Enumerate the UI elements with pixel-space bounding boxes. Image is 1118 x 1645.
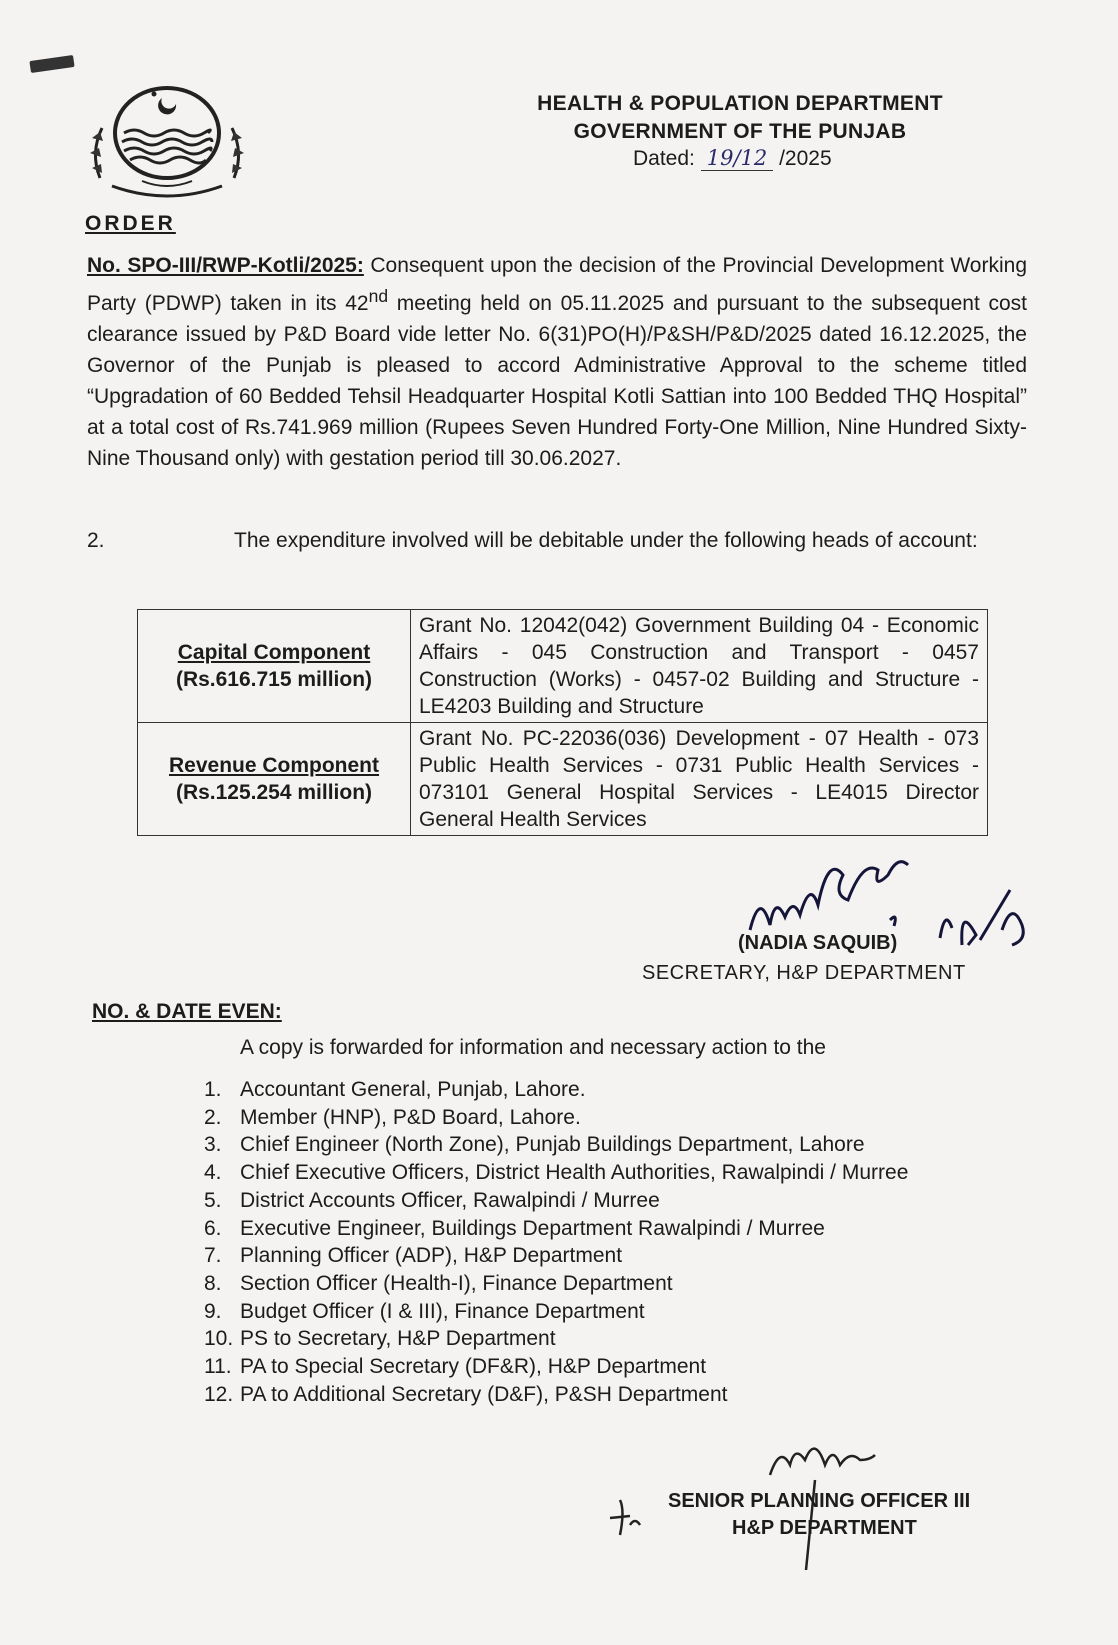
item-number: 3.: [204, 1133, 222, 1157]
item-text: Accountant General, Punjab, Lahore.: [240, 1078, 586, 1101]
item-text: District Accounts Officer, Rawalpindi / Murree: [240, 1188, 660, 1212]
table-row: [138, 610, 988, 723]
reference-number: No. SPO-III/RWP-Kotli/2025:: [87, 254, 364, 277]
item-number: 12.: [204, 1382, 234, 1406]
list-item: [204, 1325, 908, 1353]
signatory-title: SECRETARY, H&P DEPARTMENT: [642, 962, 966, 984]
list-item: [204, 1298, 908, 1326]
item-number: 1.: [204, 1078, 222, 1101]
dated-line: [633, 146, 832, 171]
list-item: [204, 1076, 908, 1104]
list-item: [204, 1159, 908, 1187]
para2-number: 2.: [87, 529, 105, 552]
list-item: [204, 1131, 908, 1159]
item-number: 9.: [204, 1299, 222, 1323]
item-number: 5.: [204, 1188, 222, 1212]
no-date-even-heading: NO. & DATE EVEN:: [92, 1000, 282, 1023]
para1-text-b: meeting held on 05.11.2025 and pursuant to the subsequent cost clearance issued by P&D Board vide letter No. 6(31)PO(H)/P&SH/P&D/2025 dated 16.12.2025, the Governor of the Punjab is pleased to accord Administrative Approval to the scheme titled “Upgradation of 60 Bedded Tehsil Headquarter Hospital Kotli Sattian into 100 Bedded THQ Hospital” at a total cost of Rs.741.969 million (Rupees Seven Hundred Forty-One Million, Nine Hundred Sixty-Nine Thousand only) with gestation period till 30.06.2027.: [87, 292, 1028, 470]
recipient-list: [204, 1076, 908, 1408]
list-item: [204, 1215, 908, 1243]
item-text: Budget Officer (I & III), Finance Department: [240, 1299, 645, 1323]
officer-department: H&P DEPARTMENT: [732, 1517, 917, 1539]
letterhead: [480, 90, 1000, 146]
item-number: 4.: [204, 1161, 222, 1185]
list-item: [204, 1187, 908, 1215]
item-number: 10.: [204, 1327, 234, 1351]
item-text: PA to Additional Secretary (D&F), P&SH Department: [240, 1382, 728, 1406]
para2-text: The expenditure involved will be debitable under the following heads of account:: [234, 529, 978, 552]
list-item: [204, 1104, 908, 1132]
list-item: [204, 1353, 908, 1381]
forward-intro: A copy is forwarded for information and necessary action to the: [240, 1036, 826, 1059]
component-name: Revenue Component: [168, 754, 380, 777]
government-name: GOVERNMENT OF THE PUNJAB: [573, 120, 907, 143]
staple-mark: [29, 55, 74, 73]
item-number: 2.: [204, 1105, 222, 1129]
list-item: [204, 1270, 908, 1298]
head-detail: Grant No. PC-22036(036) Development - 07 Health - 073 Public Health Services - 0731 Public Health Services - 073101 General Hospital Services - LE4015 Director General Health Services: [411, 723, 988, 836]
item-text: Member (HNP), P&D Board, Lahore.: [240, 1105, 581, 1129]
table-row: [138, 723, 988, 836]
item-number: 7.: [204, 1244, 222, 1268]
component-cell: [138, 723, 411, 836]
punjab-emblem-logo: [82, 78, 252, 206]
component-amount: (Rs.125.254 million): [175, 781, 373, 804]
component-name: Capital Component: [177, 641, 371, 664]
para1-text-a: Consequent upon the decision of the Provincial Development Working Party (PDWP) taken in its 42: [87, 254, 1027, 315]
item-number: 8.: [204, 1271, 222, 1295]
head-detail: Grant No. 12042(042) Government Building 04 - Economic Affairs - 045 Construction and Transport - 0457 Construction (Works) - 0457-02 Building and Structure - LE4203 Building and Structure: [411, 610, 988, 723]
item-text: PS to Secretary, H&P Department: [240, 1327, 556, 1351]
list-item: [204, 1381, 908, 1409]
item-text: PA to Special Secretary (DF&R), H&P Department: [240, 1355, 707, 1379]
dated-year: /2025: [779, 147, 832, 170]
component-cell: [138, 610, 411, 723]
dated-label: Dated:: [633, 147, 695, 170]
list-item: [204, 1242, 908, 1270]
item-number: 11.: [204, 1355, 232, 1379]
item-text: Chief Executive Officers, District Health Authorities, Rawalpindi / Murree: [240, 1161, 909, 1185]
item-text: Executive Engineer, Buildings Department Rawalpindi / Murree: [240, 1216, 825, 1240]
department-name: HEALTH & POPULATION DEPARTMENT: [537, 92, 943, 115]
item-number: 6.: [204, 1216, 222, 1240]
order-title: ORDER: [85, 212, 176, 235]
order-paragraph-1: [87, 250, 1027, 474]
item-text: Section Officer (Health-I), Finance Department: [240, 1271, 673, 1295]
signatory-name: (NADIA SAQUIB): [738, 932, 898, 954]
para1-superscript: nd: [368, 286, 389, 306]
order-paragraph-2: [87, 525, 1027, 556]
item-text: Planning Officer (ADP), H&P Department: [240, 1244, 623, 1268]
item-text: Chief Engineer (North Zone), Punjab Buildings Department, Lahore: [240, 1133, 865, 1157]
heads-of-account-table: [137, 609, 988, 836]
component-amount: (Rs.616.715 million): [175, 668, 373, 691]
handwritten-date: 19/12: [701, 146, 774, 171]
officer-title: SENIOR PLANNING OFFICER III: [668, 1490, 971, 1512]
